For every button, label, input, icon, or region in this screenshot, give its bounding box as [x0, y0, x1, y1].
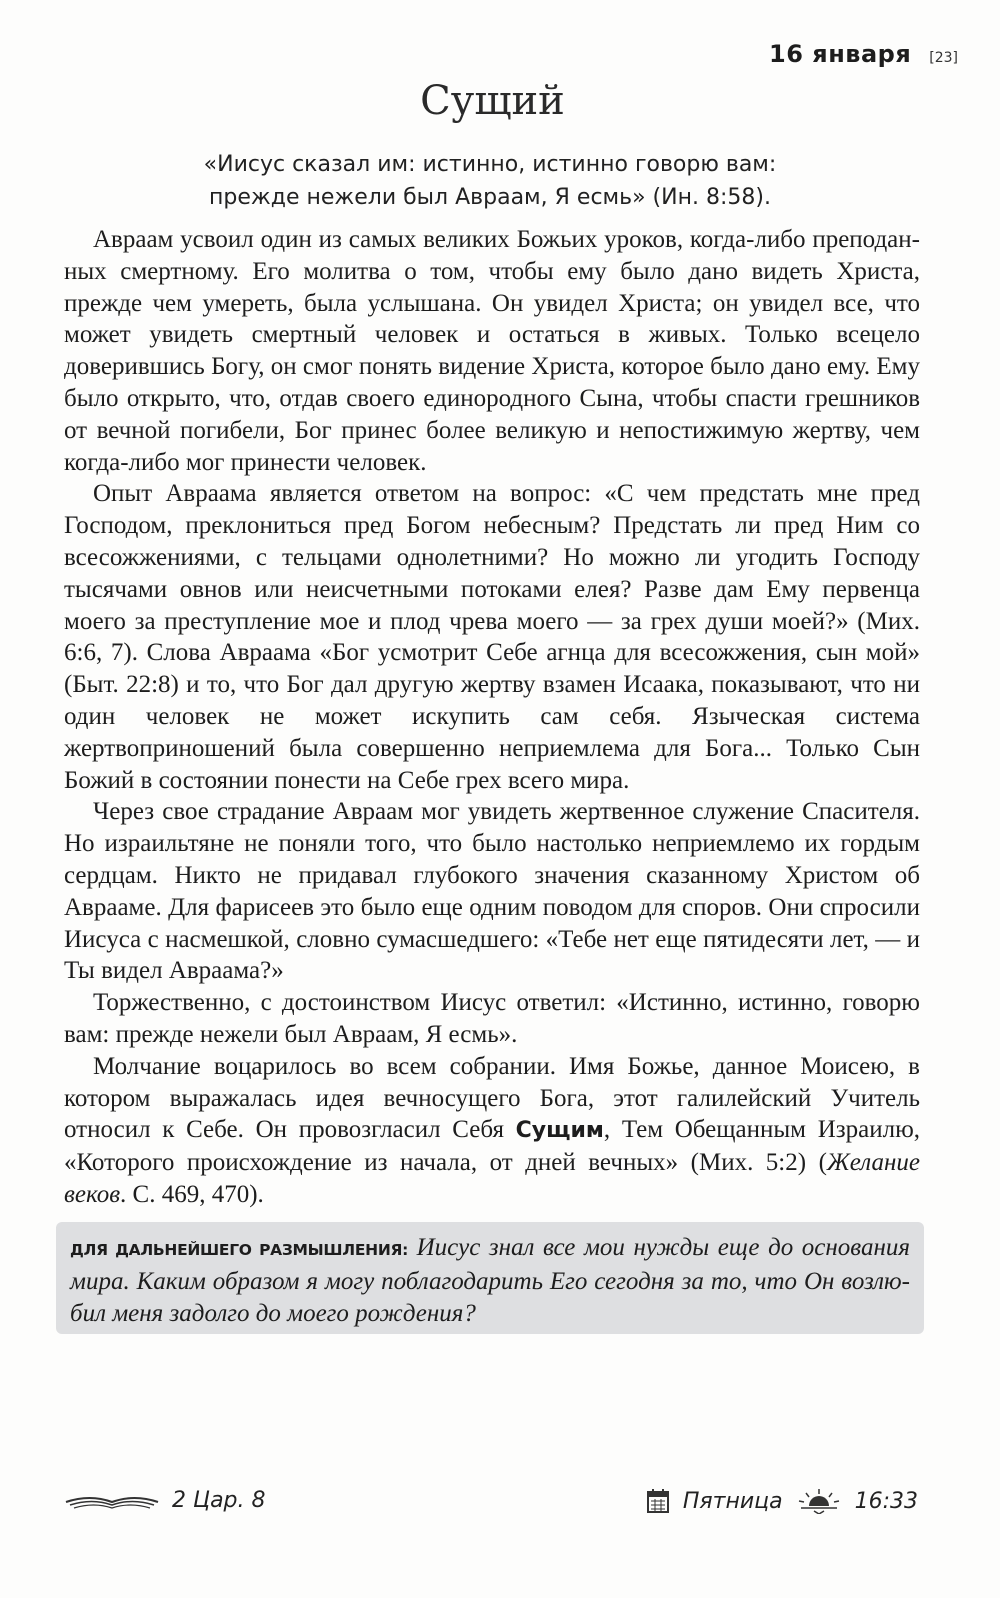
- paragraph-5-bold-word: Сущим: [515, 1118, 604, 1144]
- reflection-label: ДЛЯ ДАЛЬНЕЙШЕГО РАЗМЫШЛЕНИЯ:: [70, 1241, 409, 1259]
- source-title: Желание веков: [64, 1149, 920, 1208]
- epigraph-line-2: прежде нежели был Авраам, Я есмь» (Ин. 8:58).: [209, 185, 771, 210]
- weekday: Пятница: [682, 1488, 783, 1514]
- body-text: [64, 224, 920, 1211]
- bible-reading: [64, 1488, 266, 1513]
- epigraph: [120, 148, 860, 214]
- paragraph-4: Торжественно, с достоинством Иисус ответил: «Истинно, истинно, говорю вам: прежде нежели был Авраам, Я есмь».: [64, 989, 920, 1048]
- page-number: [23]: [929, 50, 958, 66]
- sunset-time: 16:33: [854, 1488, 918, 1514]
- paragraph-5-part-3: . С. 469, 470).: [120, 1180, 264, 1208]
- epigraph-line-1: «Иисус сказал им: истинно, истинно говорю вам:: [203, 152, 777, 177]
- reading-title: Сущий: [420, 78, 565, 124]
- paragraph-5: [64, 1051, 920, 1211]
- day-info: [647, 1488, 918, 1514]
- calendar-icon: [647, 1489, 669, 1513]
- book-icon: [64, 1490, 162, 1512]
- page-footer: [64, 1488, 920, 1528]
- header-date: 16 января: [769, 40, 912, 68]
- paragraph-5-part-2: , Тем Обещанным Израилю, «Которого происхождение из начала, от дней вечных» (Мих. 5:2) (: [64, 1116, 920, 1177]
- paragraph-3: Через свое страдание Авраам мог увидеть жертвенное служение Спасителя. Но израильтяне не поняли того, что было настолько неприемлемо их гордым сердцам. Никто не придавал глубокого значения сказанному Христом об Аврааме. Для фарисеев это было еще одним поводом для споров. Они спросили Иисуса с насмешкой, словно сумасшедшего: «Тебе нет еще пятидесяти лет, — и Ты видел Авраама?»: [64, 798, 920, 985]
- paragraph-5-part-1: Молчание воцарилось во всем собрании. Имя Божье, данное Моисею, в котором выражалась идея вечносущего Бога, этот галилейский Учитель относил к Себе. Он провозгласил Себя: [64, 1052, 920, 1144]
- paragraph-2: Опыт Авраама является ответом на вопрос: «С чем предстать мне пред Господом, преклониться пред Богом небесным? Предстать ли пред Ним со всесожжениями, с тельцами однолетними? Но можно ли угодить Господу тысячами овнов или неисчетными потоками елея? Разве дам Ему первенца моего за преступление мое и плод чрева моего — за грех души моей?» (Мих. 6:6, 7). Слова Авраама «Бог усмотрит Себе агнца для всесожжения, сын мой» (Быт. 22:8) и то, что Бог дал другую жертву взамен Исаака, показывают, что ни один человек не может искупить сам себя. Языческая система жертвоприношений была совершенно неприемлема для Бога... Только Сын Божий в состоянии понести на Себе грех всего мира.: [64, 480, 920, 794]
- reflection-text: Иисус знал все мои нужды еще до основания мира. Каким образом я могу поблагодарить Его сегодня за то, что Он возлюбил меня задолго до моего рождения?: [70, 1234, 911, 1327]
- reading-reference: 2 Цар. 8: [172, 1488, 266, 1513]
- reflection-box: [56, 1222, 924, 1334]
- paragraph-1: Авраам усвоил один из самых великих Божьих уроков, когда-либо преподанных смертному. Его молитва о том, чтобы ему было дано видеть Христа, прежде чем умереть, была услышана. Он увидел Христа; он увидел все, что может увидеть смертный человек и остаться в живых. Только всецело доверившись Богу, он смог понять видение Христа, которое было дано ему. Ему было открыто, что, отдав своего единородного Сына, чтобы спасти грешников от вечной погибели, Бог принес более великую и непостижимую жертву, чем когда-либо мог принести человек.: [64, 226, 920, 476]
- page-header: [769, 40, 958, 68]
- sunset-icon: [797, 1488, 841, 1514]
